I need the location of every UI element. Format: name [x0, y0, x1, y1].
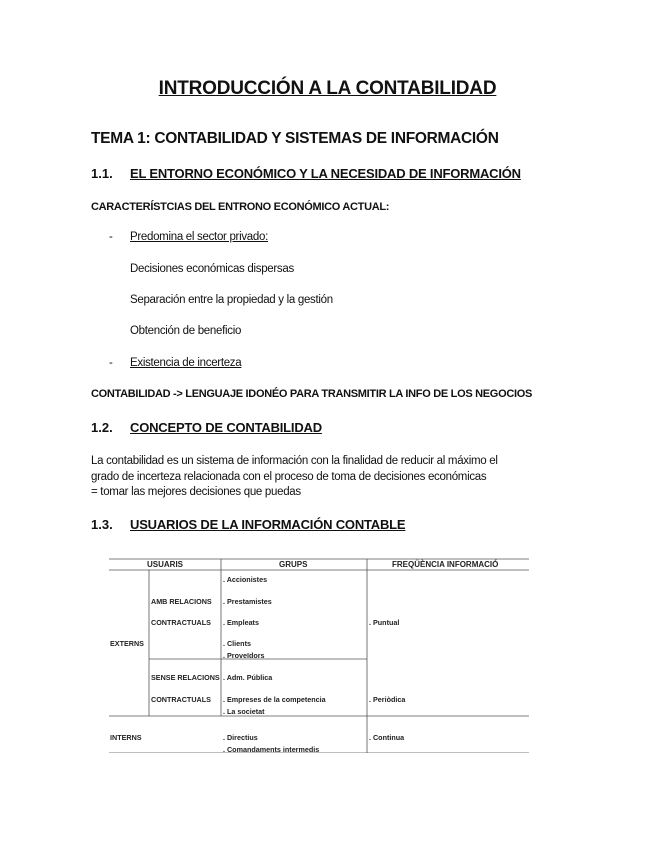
concepto-paragraph — [91, 454, 561, 501]
usuarios-table — [109, 558, 529, 753]
bullet-item: Predomina el sector privado: — [130, 231, 268, 243]
bullet-marker: - — [109, 231, 113, 243]
freq-item: . Continua — [369, 733, 405, 742]
group-item: . Prestamistes — [223, 597, 272, 606]
sub-item: Obtención de beneficio — [130, 325, 242, 337]
tema-heading: TEMA 1: CONTABILIDAD Y SISTEMAS DE INFORMACIÓN — [91, 130, 499, 147]
paragraph-line: = tomar las mejores decisiones que puedas — [91, 486, 301, 498]
paragraph-line: La contabilidad es un sistema de información con la finalidad de reducir al máximo el — [91, 455, 498, 467]
group-item: . Empleats — [223, 618, 259, 627]
table-grid-lines — [109, 558, 529, 753]
group-item: . La societat — [223, 707, 265, 716]
interns-label: INTERNS — [110, 733, 142, 742]
bullet-marker: - — [109, 357, 113, 369]
sub-item: Decisiones económicas dispersas — [130, 263, 294, 275]
externs-label: EXTERNS — [110, 639, 144, 648]
group-item: . Comandaments intermedis — [223, 745, 320, 754]
document-title: INTRODUCCIÓN A LA CONTABILIDAD — [158, 78, 497, 99]
table-header: USUARIS — [147, 560, 184, 569]
section-title: CONCEPTO DE CONTABILIDAD — [130, 420, 322, 435]
amb-relacions-label: AMB RELACIONS — [151, 597, 212, 606]
amb-relacions-label: CONTRACTUALS — [151, 618, 211, 627]
sub-item: Separación entre la propiedad y la gestión — [130, 294, 333, 306]
group-item: . Proveïdors — [223, 651, 265, 660]
group-item: . Accionistes — [223, 575, 268, 584]
group-item: . Adm. Pública — [223, 673, 273, 682]
section-number: 1.3. — [91, 517, 113, 532]
caracteristicas-heading: CARACTERÍSTCIAS DEL ENTRONO ECONÓMICO ACTUAL: — [91, 201, 390, 213]
group-item: . Empreses de la competencia — [223, 695, 326, 704]
freq-item: . Puntual — [369, 618, 400, 627]
table-header: FREQÜÈNCIA INFORMACIÓ — [392, 560, 499, 569]
freq-item: . Periòdica — [369, 695, 406, 704]
paragraph-line: grado de incerteza relacionada con el proceso de toma de decisiones económicas — [91, 470, 487, 483]
sense-relacions-label: CONTRACTUALS — [151, 695, 211, 704]
table-header: GRUPS — [279, 560, 308, 569]
contabilidad-statement: CONTABILIDAD -> LENGUAJE IDONÉO PARA TRANSMITIR LA INFO DE LOS NEGOCIOS — [91, 388, 533, 400]
group-item: . Directius — [223, 733, 258, 742]
section-number: 1.1. — [91, 166, 113, 181]
section-number: 1.2. — [91, 420, 113, 435]
section-title: EL ENTORNO ECONÓMICO Y LA NECESIDAD DE INFORMACIÓN — [130, 166, 521, 181]
section-title: USUARIOS DE LA INFORMACIÓN CONTABLE — [130, 517, 406, 532]
group-item: . Clients — [223, 639, 251, 648]
bullet-item: Existencia de incerteza — [130, 357, 242, 369]
sense-relacions-label: SENSE RELACIONS — [151, 673, 220, 682]
